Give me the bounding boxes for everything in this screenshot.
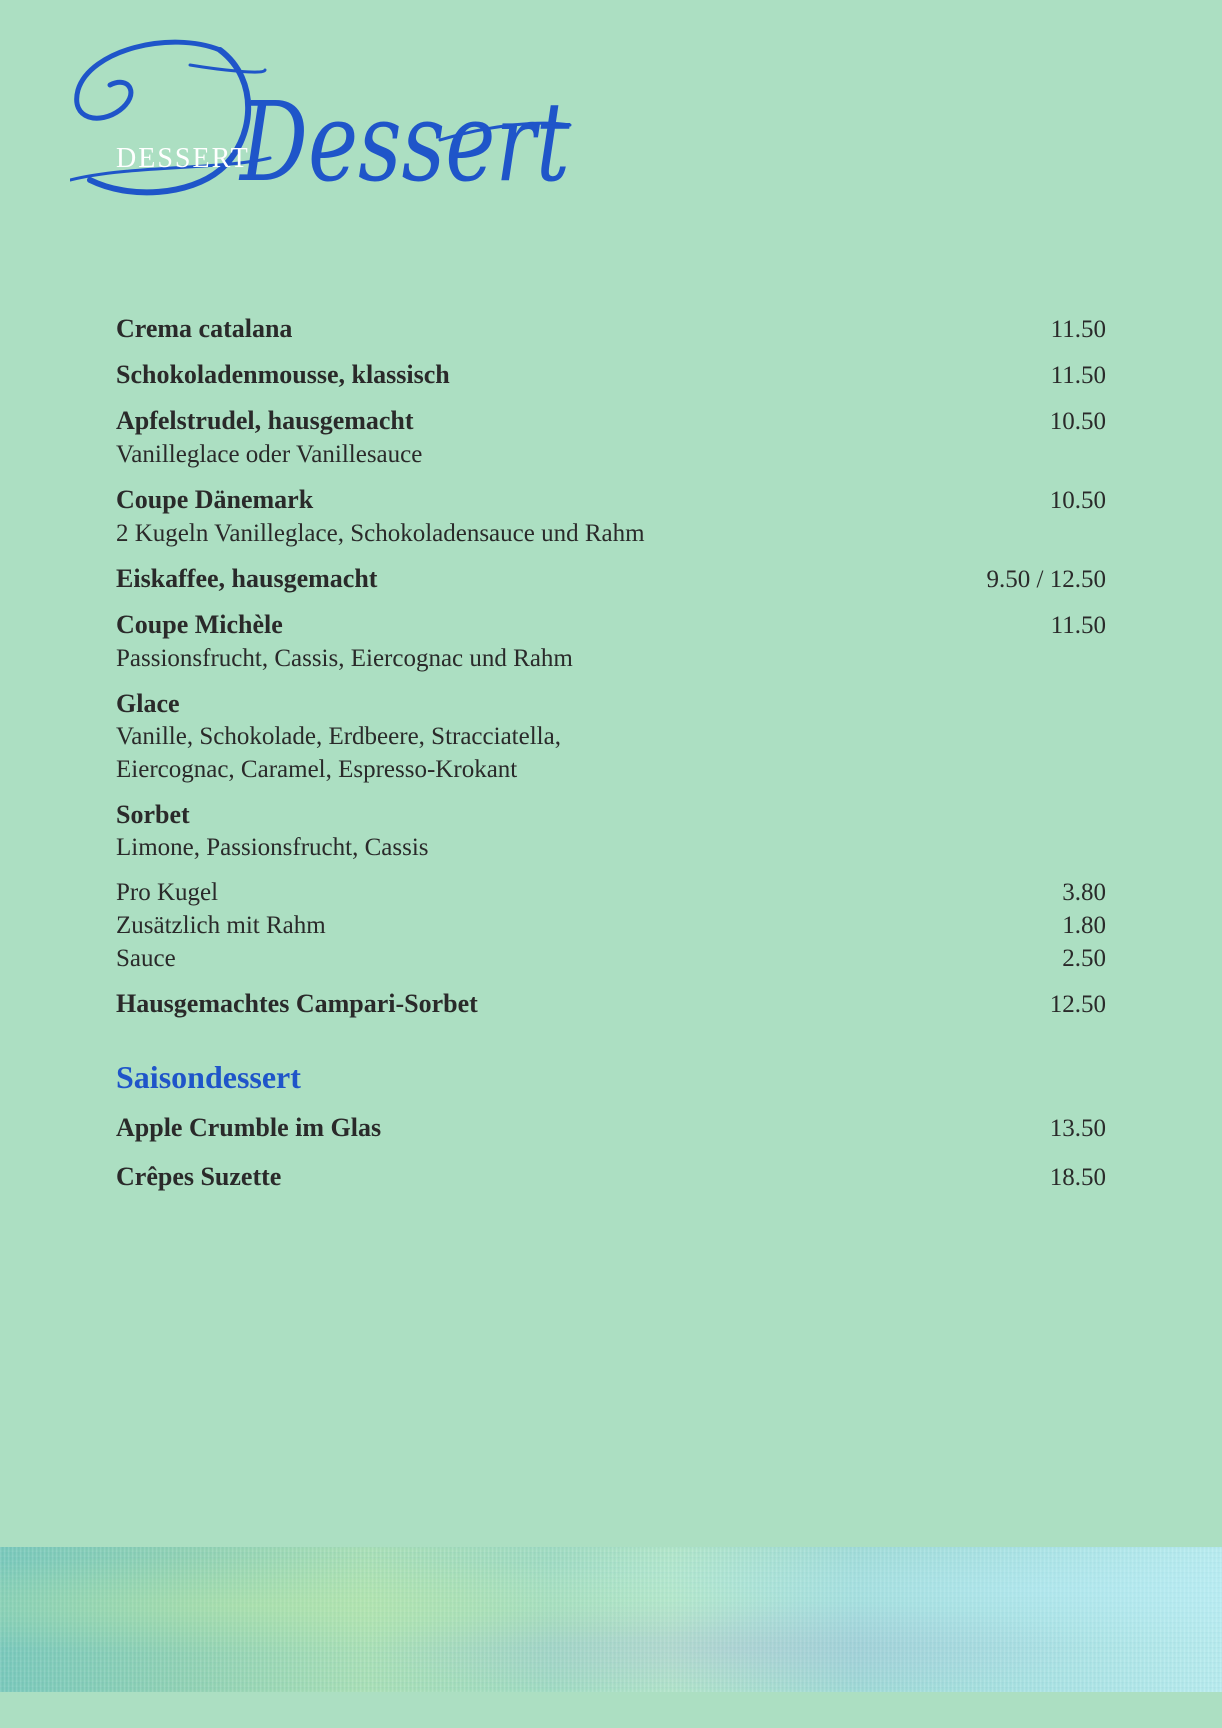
extra-label: Pro Kugel bbox=[116, 879, 219, 906]
menu-item bbox=[116, 1111, 1106, 1145]
item-description: 2 Kugeln Vanilleglace, Schokoladensauce und Rahm bbox=[116, 520, 645, 547]
menu-item bbox=[116, 404, 1106, 471]
menu-item bbox=[116, 798, 1106, 864]
menu-item bbox=[116, 358, 1106, 392]
extra-row bbox=[116, 876, 1106, 909]
decorative-texture-band bbox=[0, 1547, 1222, 1692]
section-title-saisondessert: Saisondessert bbox=[116, 1059, 301, 1095]
item-name: Hausgemachtes Campari-Sorbet bbox=[116, 989, 478, 1018]
item-price: 10.50 bbox=[1049, 408, 1106, 435]
item-name: Crema catalana bbox=[116, 314, 293, 343]
item-description: Vanille, Schokolade, Erdbeere, Stracciatella, bbox=[116, 723, 561, 750]
item-price: 11.50 bbox=[1050, 362, 1106, 389]
menu-item bbox=[116, 687, 1106, 786]
extra-price: 2.50 bbox=[1062, 945, 1106, 972]
extra-price: 1.80 bbox=[1062, 912, 1106, 939]
extra-row bbox=[116, 942, 1106, 975]
item-price: 10.50 bbox=[1049, 487, 1106, 514]
menu-item bbox=[116, 562, 1106, 596]
item-name: Sorbet bbox=[116, 800, 190, 829]
menu-item bbox=[116, 987, 1106, 1021]
extra-label: Sauce bbox=[116, 945, 176, 972]
item-price: 11.50 bbox=[1050, 612, 1106, 639]
item-price: 9.50 / 12.50 bbox=[986, 566, 1106, 593]
item-price: 12.50 bbox=[1049, 991, 1106, 1018]
item-description: Passionsfrucht, Cassis, Eiercognac und Rahm bbox=[116, 645, 573, 672]
menu-item bbox=[116, 608, 1106, 675]
menu-item bbox=[116, 1160, 1106, 1194]
script-heading-svg bbox=[70, 30, 640, 210]
extra-label: Zusätzlich mit Rahm bbox=[116, 912, 326, 939]
item-name: Coupe Dänemark bbox=[116, 485, 314, 514]
item-name: Coupe Michèle bbox=[116, 610, 283, 639]
item-price: 13.50 bbox=[1049, 1115, 1106, 1142]
dessert-menu bbox=[116, 312, 1106, 1209]
menu-item bbox=[116, 312, 1106, 346]
page-title: DESSERT bbox=[116, 143, 250, 174]
item-name: Apple Crumble im Glas bbox=[116, 1113, 382, 1142]
menu-item bbox=[116, 483, 1106, 550]
script-heading bbox=[70, 30, 640, 210]
item-description: Vanilleglace oder Vanillesauce bbox=[116, 441, 423, 468]
item-name: Eiskaffee, hausgemacht bbox=[116, 564, 378, 593]
extras-list bbox=[116, 876, 1106, 975]
item-name: Apfelstrudel, hausgemacht bbox=[116, 406, 414, 435]
item-price: 11.50 bbox=[1050, 316, 1106, 343]
item-description: Eiercognac, Caramel, Espresso-Krokant bbox=[116, 756, 518, 783]
extra-price: 3.80 bbox=[1062, 879, 1106, 906]
extra-row bbox=[116, 909, 1106, 942]
item-name: Glace bbox=[116, 689, 180, 718]
item-price: 18.50 bbox=[1049, 1164, 1106, 1191]
item-name: Schokoladenmousse, klassisch bbox=[116, 360, 450, 389]
item-description: Limone, Passionsfrucht, Cassis bbox=[116, 834, 429, 861]
script-heading-text: Dessert bbox=[238, 78, 571, 206]
item-name: Crêpes Suzette bbox=[116, 1162, 282, 1191]
